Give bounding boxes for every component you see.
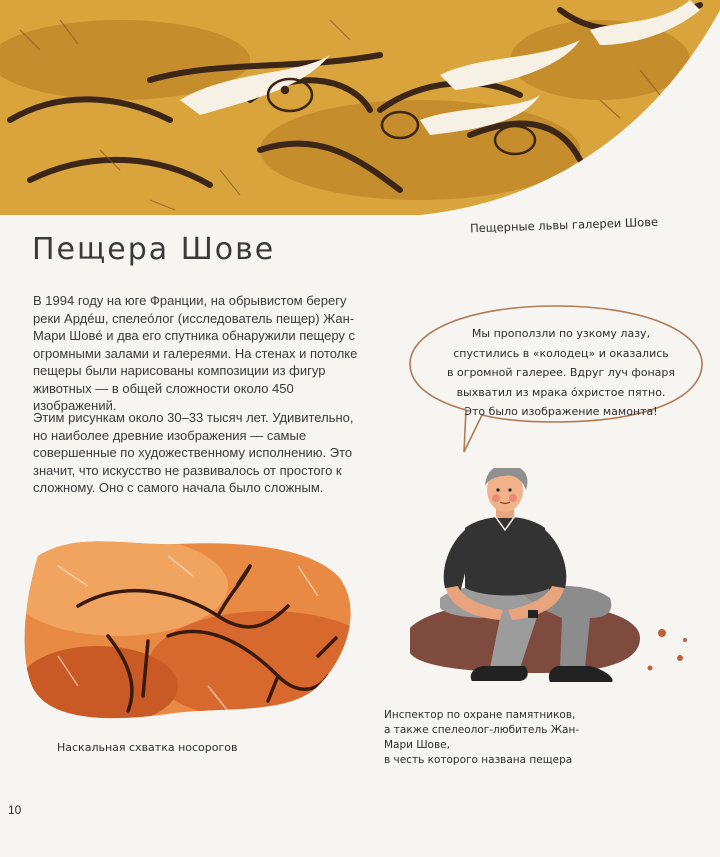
rock-art-caption: Наскальная схватка носорогов: [57, 741, 238, 754]
cave-lions-illustration: [0, 0, 720, 222]
article-paragraph-2: Этим рисункам около 30–33 тысяч лет. Удивительно, но наиболее древние изображения — самые совершенные по художественному исполнению. Это значит, что искусство не развивалось от простого к сложному. Оно с самого начала было сложным.: [33, 410, 354, 495]
speech-line: выхватил из мрака óхристое пятно.: [456, 385, 666, 399]
speech-line: спустились в «колодец» и оказались: [453, 346, 669, 360]
page-number: 10: [8, 803, 22, 817]
person-caption-line: Инспектор по охране памятников,: [384, 709, 576, 721]
speech-line: в огромной галерее. Вдруг луч фонаря: [446, 366, 676, 379]
person-caption-line: а также спелеолог-любитель Жан-Мари Шове,: [384, 724, 580, 751]
speech-bubble-text: [428, 324, 694, 422]
article-paragraph-1: В 1994 году на юге Франции, на обрывистом берегу реки Ардéш, спелеóлог (исследователь пещер) Жан-Мари Шовé и два его спутника обнаружили пещеру с огромными залами и галереями. На стенах и потолке пещеры были нарисованы композиции из фигур животных — в общей сложности около 450 изображений.: [33, 293, 358, 413]
page-title: Пещера Шове: [32, 232, 276, 267]
person-caption-line: в честь которого названа пещера: [384, 754, 573, 766]
jean-marie-chauvet-illustration: [400, 468, 700, 698]
hero-caption: Пещерные львы галереи Шове: [469, 214, 659, 236]
rhino-rock-art-illustration: [18, 526, 363, 726]
person-caption: [384, 708, 604, 768]
speech-line: Мы проползли по узкому лазу,: [471, 327, 651, 340]
speech-line: Это было изображение мамонта!: [464, 405, 658, 418]
